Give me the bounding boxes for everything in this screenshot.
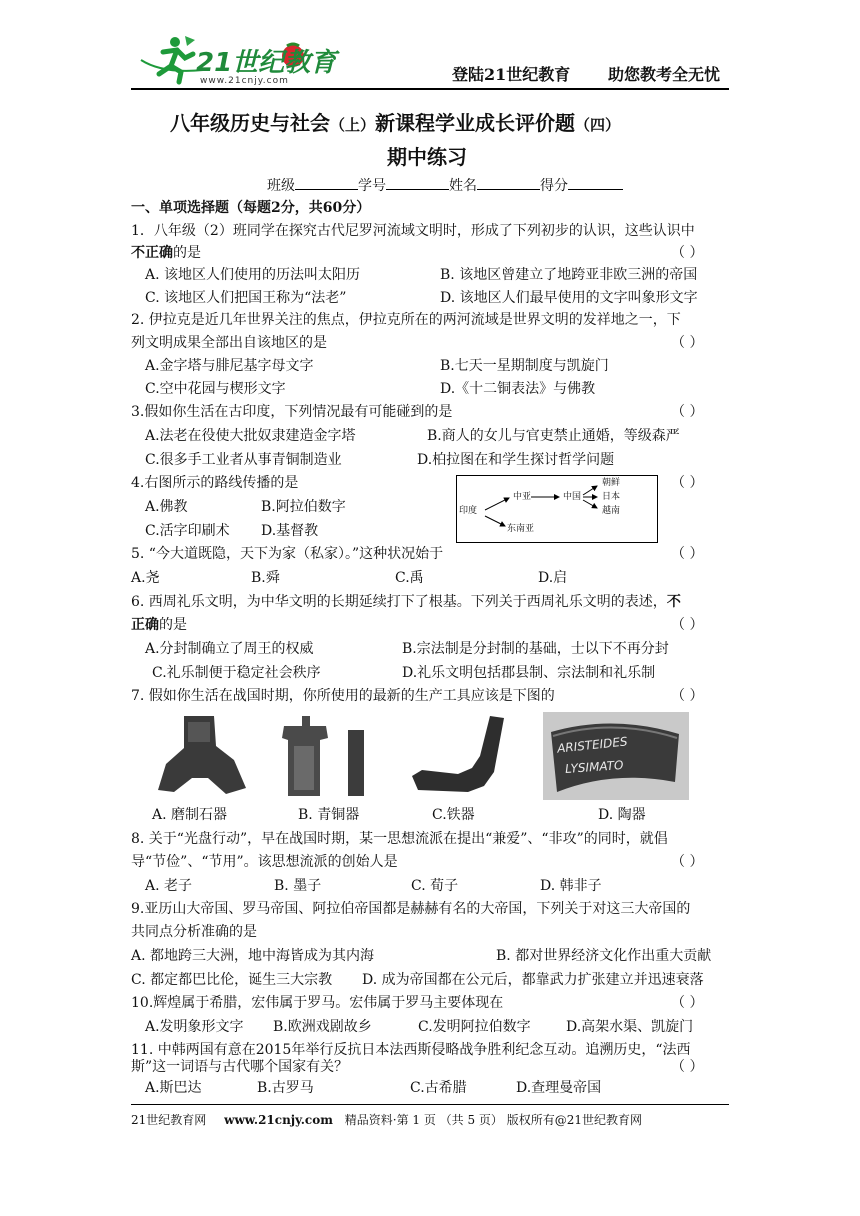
q8-stem-line1: 8. 关于“光盘行动”，早在战国时期，某一思想流派在提出“兼爱”、“非攻”的同时，就倡 [131,831,668,847]
score-field[interactable] [568,175,623,190]
diagram-india: 印度 [459,506,478,516]
q5-option-d[interactable]: D.启 [538,570,568,586]
footer-divider [131,1104,729,1105]
q1-option-d[interactable]: D. 该地区人们最早使用的文字叫象形文字 [440,290,698,306]
q4-answer-blank[interactable]: （ ） [671,475,704,491]
q6-option-d[interactable]: D.礼乐文明包括郡县制、宗法制和礼乐制 [402,665,656,681]
arrow-india-centralasia [485,498,509,510]
q3-stem: 3.假如你生活在古印度，下列情况最有可能碰到的是 [131,404,453,420]
q2-option-d[interactable]: D.《十二铜表法》与佛教 [440,381,596,397]
title-part-1: 八年级历史与社会 [170,111,330,135]
q2-stem-line2: 列文明成果全部出自该地区的是 [131,335,327,351]
footer-site: 21世纪教育网 [131,1113,207,1127]
q8-answer-blank[interactable]: （ ） [671,854,704,870]
diagram-japan: 日本 [602,492,621,502]
q10-stem: 10.辉煌属于希腊，宏伟属于罗马。宏伟属于罗马主要体现在 [131,995,504,1011]
q2-answer-blank[interactable]: （ ） [671,335,704,351]
q6-option-a[interactable]: A.分封制确立了周王的权威 [145,641,314,657]
diagram-central-asia: 中亚 [513,492,532,502]
title-part-4: （四） [575,116,621,134]
q6-stem-line2 [131,615,187,635]
q6-answer-blank[interactable]: （ ） [671,617,704,633]
number-field[interactable] [386,175,449,190]
q1-stem-tail: 的是 [173,245,201,261]
q2-option-c[interactable]: C.空中花园与楔形文字 [145,381,286,397]
diagram-southeast-asia: 东南亚 [507,524,535,534]
q2-option-a[interactable]: A.金字塔与腓尼基字母文字 [145,358,314,374]
q3-option-b[interactable]: B.商人的女儿与官吏禁止通婚，等级森严 [427,428,680,444]
q2-option-b[interactable]: B.七天一星期制度与凯旋门 [440,358,609,374]
bronze-tool-icon [278,712,374,798]
q3-option-c[interactable]: C.很多手工业者从事青铜制造业 [145,452,342,468]
q10-option-a[interactable]: A.发明象形文字 [145,1019,244,1035]
pottery-image [543,712,689,800]
q11-stem-line2: 斯”这一词语与古代哪个国家有关？ [131,1059,349,1075]
q11-stem-line1: 11. 中韩两国有意在2015年举行反抗日本法西斯侵略战争胜利纪念互动。追溯历史，“法西 [131,1042,691,1058]
footer-line [131,1112,642,1128]
diagram-vietnam: 越南 [602,506,621,516]
q6-stem-head: 6. 西周礼乐文明，为中华文明的长期延续打下了根基。下列关于西周礼乐文明的表述， [131,594,667,610]
q11-option-b[interactable]: B.古罗马 [257,1080,314,1096]
q1-option-c[interactable]: C. 该地区人们把国王称为“法老” [145,290,347,306]
arrow-china-korea [583,486,597,495]
q4-stem: 4.右图所示的路线传播的是 [131,475,299,491]
q1-option-b[interactable]: B. 该地区曾建立了地跨亚非欧三洲的帝国 [440,267,698,283]
q1-stem-line1: 1．八年级（2）班同学在探究古代尼罗河流域文明时，形成了下列初步的认识，这些认识中 [131,223,695,239]
q9-option-a[interactable]: A. 都地跨三大洲，地中海皆成为其内海 [131,948,375,964]
arrow-china-vietnam [583,500,597,508]
q9-stem-line1: 9.亚历山大帝国、罗马帝国、阿拉伯帝国都是赫赫有名的大帝国，下列关于对这三大帝国的 [131,901,691,917]
stone-tool-image [152,712,250,798]
q10-option-b[interactable]: B.欧洲戏剧故乡 [273,1019,372,1035]
q1-stem-line2 [131,243,201,263]
q2-stem-line1: 2. 伊拉克是近几年世界关注的焦点，伊拉克所在的两河流域是世界文明的发祥地之一，下 [131,312,681,328]
q4-option-c[interactable]: C.活字印刷术 [145,523,230,539]
iron-tool-icon [408,712,508,798]
logo-url: www.21cnjy.com [200,76,289,86]
q7-option-c[interactable]: C.铁器 [432,807,475,823]
q8-option-c[interactable]: C. 荀子 [411,878,459,894]
name-field[interactable] [477,175,540,190]
q6-emphasis-2: 正确 [131,617,159,633]
title-part-2: （上） [330,116,376,134]
q8-stem-line2: 导“节俭”、“节用”。该思想流派的创始人是 [131,854,398,870]
q6-option-b[interactable]: B.宗法制是分封制的基础，士以下不再分封 [402,641,669,657]
q9-option-d[interactable]: D. 成为帝国都在公元后，都靠武力扩张建立并迅速衰落 [362,972,704,988]
q8-option-a[interactable]: A. 老子 [145,878,193,894]
q1-option-a[interactable]: A. 该地区人们使用的历法叫太阳历 [145,267,361,283]
q7-option-d[interactable]: D. 陶器 [598,807,646,823]
page-title [170,110,620,138]
q3-option-d[interactable]: D.柏拉图在和学生探讨哲学问题 [417,452,615,468]
title-part-3: 新课程学业成长评价题 [375,111,576,135]
q7-answer-blank[interactable]: （ ） [671,688,704,704]
q4-option-a[interactable]: A.佛教 [145,499,188,515]
q11-option-c[interactable]: C.古希腊 [410,1080,467,1096]
footer-text: 精品资料·第 1 页 （共 5 页） 版权所有@21世纪教育网 [344,1113,643,1127]
q1-answer-blank[interactable]: （ ） [671,245,704,261]
q6-emphasis-1: 不 [666,594,681,610]
q3-answer-blank[interactable]: （ ） [671,404,704,420]
q8-option-d[interactable]: D. 韩非子 [540,878,602,894]
q10-answer-blank[interactable]: （ ） [671,995,704,1011]
q6-stem-tail: 的是 [159,617,187,633]
name-label: 姓名 [449,178,477,194]
q6-stem-line1 [131,592,681,612]
pottery-inscription-2: LYSIMATO [564,757,624,777]
q9-option-c[interactable]: C. 都定都巴比伦，诞生三大宗教 [131,972,333,988]
q4-option-d[interactable]: D.基督教 [261,523,319,539]
class-label: 班级 [267,178,295,194]
q7-option-b[interactable]: B. 青铜器 [298,807,360,823]
bronze-tool-image [278,712,374,798]
route-arrows [457,476,657,542]
q11-answer-blank[interactable]: （ ） [671,1059,704,1075]
q5-option-a[interactable]: A.尧 [131,570,160,586]
number-label: 学号 [358,178,386,194]
header-slogan-left: 登陆21世纪教育 [452,65,571,84]
pottery-inscription-1: ARISTEIDES [556,734,629,756]
q7-option-a[interactable]: A. 磨制石器 [152,807,228,823]
q5-answer-blank[interactable]: （ ） [671,546,704,562]
iron-tool-image [408,712,508,798]
score-label: 得分 [540,178,568,194]
q11-option-a[interactable]: A.斯巴达 [145,1080,202,1096]
q9-stem-line2: 共同点分析准确的是 [131,924,257,940]
q11-option-d[interactable]: D.查理曼帝国 [516,1080,602,1096]
logo-text: 21世纪教育 [196,48,337,78]
diagram-korea: 朝鲜 [602,478,621,488]
route-diagram [456,475,658,543]
student-info-line [267,175,623,196]
q5-stem: 5. “今大道既隐，天下为家（私家）。”这种状况始于 [131,546,444,562]
q8-option-b[interactable]: B. 墨子 [274,878,322,894]
page-subtitle: 期中练习 [387,145,467,169]
diagram-china: 中国 [563,492,582,502]
arrow-india-seasia [485,516,505,526]
footer-url[interactable]: www.21cnjy.com [224,1113,333,1127]
header-slogan-right: 助您教考全无忧 [608,65,721,84]
class-field[interactable] [295,175,358,190]
q10-option-d[interactable]: D.高架水渠、凯旋门 [566,1019,694,1035]
header-divider [131,88,729,90]
q7-stem: 7. 假如你生活在战国时期，你所使用的最新的生产工具应该是下图的 [131,688,555,704]
section-heading: 一、单项选择题（每题2分，共60分） [131,200,371,216]
q9-option-b[interactable]: B. 都对世界经济文化作出重大贡献 [496,948,712,964]
q1-emphasis: 不正确 [131,245,173,261]
q3-option-a[interactable]: A.法老在役使大批奴隶建造金字塔 [145,428,356,444]
q6-option-c[interactable]: C.礼乐制便于稳定社会秩序 [152,665,321,681]
q10-option-c[interactable]: C.发明阿拉伯数字 [418,1019,531,1035]
q5-option-b[interactable]: B.舜 [251,570,280,586]
pottery-shard-icon [543,712,689,800]
q4-option-b[interactable]: B.阿拉伯数字 [261,499,346,515]
stone-tool-icon [152,712,250,798]
q5-option-c[interactable]: C.禹 [395,570,424,586]
